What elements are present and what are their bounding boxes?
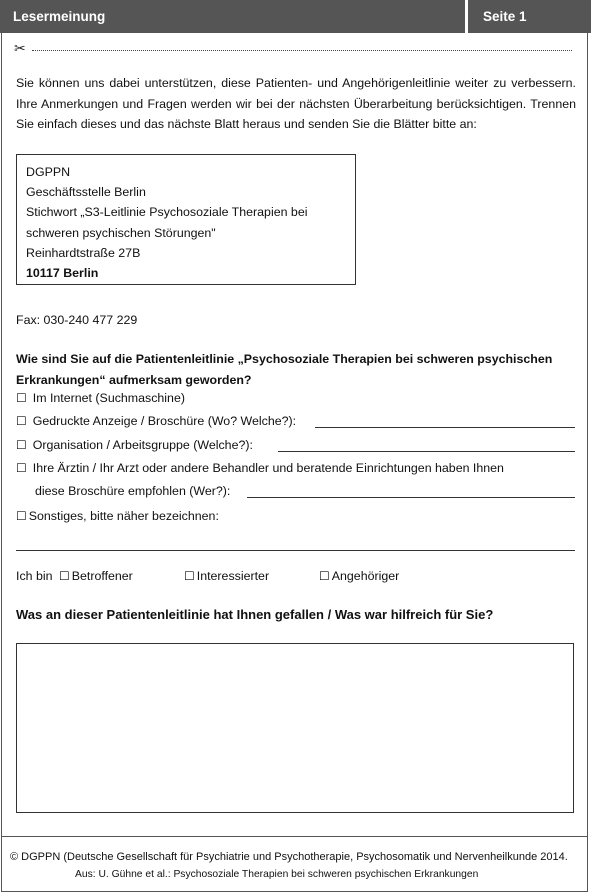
option-sonstiges-label: Sonstiges, bitte näher bezeichnen: — [28, 509, 219, 523]
address-line: Reinhardtstraße 27B — [26, 245, 141, 260]
header-page-number: Seite 1 — [483, 9, 527, 24]
ich-bin-angehoeriger — [319, 569, 399, 583]
footer-divider — [1, 836, 588, 837]
footer-source: Aus: U. Gühne et al.: Psychosoziale Therapien bei schweren psychischen Erkrankungen — [75, 869, 479, 880]
question-what-helped: Was an dieser Patientenleitlinie hat Ihnen gefallen / Was war hilfreich für Sie? — [16, 607, 494, 622]
address-line: schweren psychischen Störungen" — [26, 225, 216, 240]
checkbox-angehoeriger[interactable]: ☐ — [319, 569, 330, 583]
checkbox-interessierter[interactable]: ☐ — [184, 569, 195, 583]
address-city: 10117 Berlin — [26, 266, 99, 281]
arzt-answer-line[interactable] — [247, 497, 575, 498]
intro-text: Sie können uns dabei unterstützen, diese Patienten- und Angehörigenleitlinie weiter zu verbessern. Ihre Anmerkungen und Fragen werden wir bei der nächsten Überarbeitung berücksichtigen. Trennen Sie einfach dieses und das nächste Blatt heraus und senden Sie die Blätter bitte an: — [16, 76, 576, 131]
ich-bin-label: Ich bin — [16, 569, 53, 583]
option-arzt-line2: diese Broschüre empfohlen (Wer?): — [35, 484, 231, 498]
anzeige-answer-line[interactable] — [315, 427, 575, 428]
ich-bin-row — [16, 569, 133, 583]
checkbox-organisation[interactable]: ☐ — [16, 438, 27, 452]
option-anzeige-label: Gedruckte Anzeige / Broschüre (Wo? Welche?): — [32, 414, 297, 428]
checkbox-betroffener[interactable]: ☐ — [58, 569, 70, 583]
question-how-found: Wie sind Sie auf die Patientenleitlinie „Psychosoziale Therapien bei schweren psychischen Erkrankungen“ aufmerksam geworden? — [16, 352, 553, 387]
option-internet-label: Im Internet (Suchmaschine) — [32, 391, 185, 405]
interessierter-label: Interessierter — [196, 569, 270, 583]
option-anzeige — [16, 414, 296, 428]
ich-bin-interessierter — [184, 569, 269, 583]
betroffener-label: Betroffener — [71, 569, 133, 583]
checkbox-arzt[interactable]: ☐ — [16, 461, 27, 475]
dotted-cut-line — [32, 50, 572, 51]
fax-number: Fax: 030-240 477 229 — [16, 313, 138, 327]
checkbox-internet[interactable]: ☐ — [16, 391, 27, 405]
address-line: Geschäftsstelle Berlin — [26, 185, 146, 200]
cut-line — [14, 42, 574, 56]
option-arzt — [16, 461, 504, 475]
header-title: Lesermeinung — [0, 0, 468, 33]
option-arzt-label: Ihre Ärztin / Ihr Arzt oder andere Behandler und beratende Einrichtungen haben Ihnen — [32, 461, 504, 475]
checkbox-sonstiges[interactable]: ☐ — [16, 509, 27, 523]
sonstiges-answer-line[interactable] — [16, 550, 575, 551]
answer-textbox[interactable] — [16, 643, 574, 813]
scissors-icon: ✂ — [14, 40, 26, 56]
organisation-answer-line[interactable] — [278, 451, 575, 452]
option-sonstiges — [16, 509, 219, 523]
address-line: DGPPN — [26, 165, 71, 179]
footer-copyright: © DGPPN (Deutsche Gesellschaft für Psychiatrie und Psychotherapie, Psychosomatik und Nervenheilkunde 2014. — [10, 851, 568, 863]
option-organisation-label: Organisation / Arbeitsgruppe (Welche?): — [32, 438, 253, 452]
address-box — [16, 154, 356, 285]
address-line: Stichwort „S3-Leitlinie Psychosoziale Therapien bei — [26, 205, 308, 220]
option-internet — [16, 391, 185, 405]
checkbox-anzeige[interactable]: ☐ — [16, 414, 27, 428]
option-organisation — [16, 438, 253, 452]
header-bar — [0, 0, 591, 33]
angehoeriger-label: Angehöriger — [331, 569, 400, 583]
